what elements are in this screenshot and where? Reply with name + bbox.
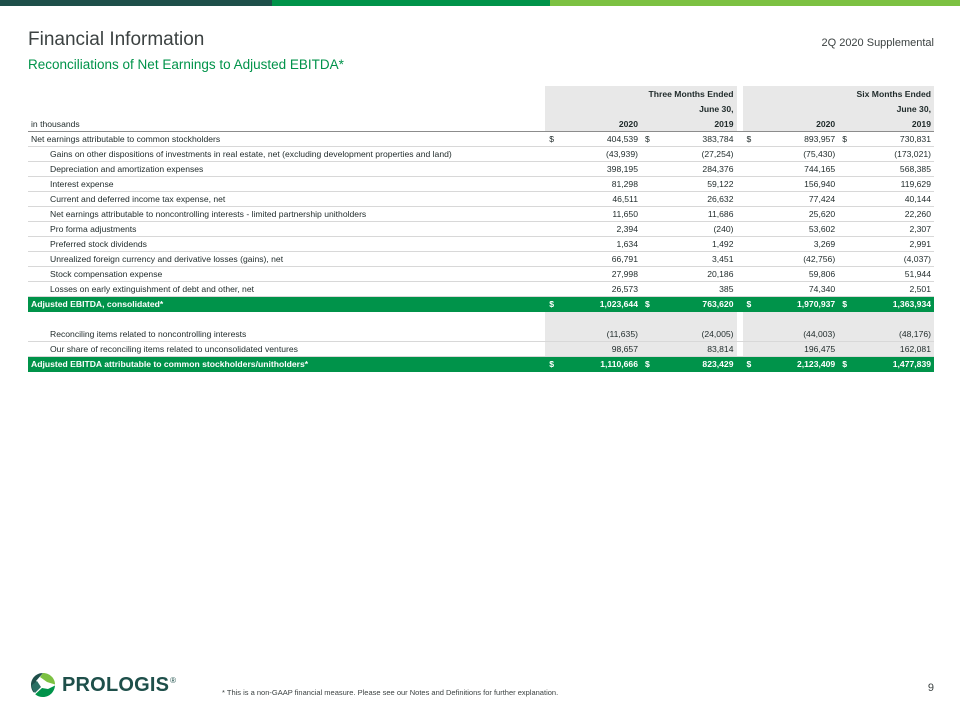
period-header-row: [28, 87, 934, 102]
value-cell: 1,110,666: [561, 357, 641, 372]
page-title: Financial Information: [28, 29, 205, 50]
row-label: Interest expense: [28, 177, 539, 192]
value-cell: 2,991: [854, 237, 934, 252]
value-cell: 1,634: [561, 237, 641, 252]
year-header: 2019: [641, 117, 737, 132]
period-subheader-row: [28, 102, 934, 117]
currency-symbol: $: [743, 357, 759, 372]
value-cell: 77,424: [758, 192, 838, 207]
value-cell: 3,269: [758, 237, 838, 252]
spacer-row: [28, 312, 934, 327]
top-bar-segment-light-green: [550, 0, 960, 6]
table-row-depreciation: [28, 162, 934, 177]
value-cell: 2,123,409: [758, 357, 838, 372]
value-cell: 25,620: [758, 207, 838, 222]
row-label: Preferred stock dividends: [28, 237, 539, 252]
value-cell: 568,385: [854, 162, 934, 177]
value-cell: 156,940: [758, 177, 838, 192]
currency-symbol: $: [743, 132, 759, 147]
table-row-income-tax: [28, 192, 934, 207]
value-cell: 26,632: [657, 192, 737, 207]
value-cell: 66,791: [561, 252, 641, 267]
year-header-row: [28, 117, 934, 132]
value-cell: 81,298: [561, 177, 641, 192]
period-subheader-six-months: June 30,: [743, 102, 935, 117]
currency-symbol: $: [641, 357, 657, 372]
table-row-pro-forma: [28, 222, 934, 237]
table-row-stock-comp: [28, 267, 934, 282]
value-cell: 119,629: [854, 177, 934, 192]
page-subtitle: Reconciliations of Net Earnings to Adjusted EBITDA*: [28, 57, 344, 72]
page-number: 9: [927, 682, 934, 694]
row-label: Net earnings attributable to common stockholders: [28, 132, 539, 147]
value-cell: (48,176): [854, 327, 934, 342]
value-cell: 2,501: [854, 282, 934, 297]
row-label: Gains on other dispositions of investments in real estate, net (excluding development properties and land): [28, 147, 539, 162]
table-row-recon-uv: [28, 342, 934, 357]
value-cell: 284,376: [657, 162, 737, 177]
table-row-gains: [28, 147, 934, 162]
currency-symbol: $: [838, 357, 854, 372]
value-cell: 730,831: [854, 132, 934, 147]
value-cell: 2,394: [561, 222, 641, 237]
value-cell: (240): [657, 222, 737, 237]
value-cell: (27,254): [657, 147, 737, 162]
table-row-adjusted-ebitda-common-total: [28, 357, 934, 372]
units-label: in thousands: [28, 117, 539, 132]
value-cell: 398,195: [561, 162, 641, 177]
table-row-unrealized: [28, 252, 934, 267]
value-cell: 53,602: [758, 222, 838, 237]
currency-symbol: $: [838, 132, 854, 147]
row-label: Depreciation and amortization expenses: [28, 162, 539, 177]
value-cell: 1,970,937: [758, 297, 838, 312]
value-cell: 83,814: [657, 342, 737, 357]
value-cell: 22,260: [854, 207, 934, 222]
row-label: Adjusted EBITDA, consolidated*: [28, 297, 539, 312]
registered-mark: ®: [170, 676, 177, 685]
value-cell: (43,939): [561, 147, 641, 162]
value-cell: 383,784: [657, 132, 737, 147]
value-cell: 11,686: [657, 207, 737, 222]
currency-symbol: $: [743, 297, 759, 312]
currency-symbol: $: [641, 297, 657, 312]
row-label: Net earnings attributable to noncontrolling interests - limited partnership unitholders: [28, 207, 539, 222]
value-cell: 46,511: [561, 192, 641, 207]
row-label: Stock compensation expense: [28, 267, 539, 282]
value-cell: 162,081: [854, 342, 934, 357]
value-cell: 20,186: [657, 267, 737, 282]
period-header-three-months: Three Months Ended: [545, 87, 736, 102]
currency-symbol: $: [545, 297, 561, 312]
year-header: 2020: [545, 117, 641, 132]
value-cell: 26,573: [561, 282, 641, 297]
value-cell: 51,944: [854, 267, 934, 282]
value-cell: 893,957: [758, 132, 838, 147]
period-header-six-months: Six Months Ended: [743, 87, 935, 102]
value-cell: 1,477,839: [854, 357, 934, 372]
table-row-adjusted-ebitda-total: [28, 297, 934, 312]
value-cell: 763,620: [657, 297, 737, 312]
table-row-interest: [28, 177, 934, 192]
value-cell: (42,756): [758, 252, 838, 267]
reconciliation-table: [28, 86, 934, 372]
value-cell: 98,657: [561, 342, 641, 357]
row-label: Unrealized foreign currency and derivative losses (gains), net: [28, 252, 539, 267]
period-subheader-three-months: June 30,: [545, 102, 736, 117]
value-cell: (4,037): [854, 252, 934, 267]
currency-symbol: $: [545, 132, 561, 147]
table-row-nci-lp: [28, 207, 934, 222]
currency-symbol: $: [545, 357, 561, 372]
value-cell: (75,430): [758, 147, 838, 162]
currency-symbol: $: [838, 297, 854, 312]
year-header: 2019: [838, 117, 934, 132]
footnote: * This is a non-GAAP financial measure. Please see our Notes and Definitions for further explanation.: [222, 688, 559, 697]
row-label: Adjusted EBITDA attributable to common stockholders/unitholders*: [28, 357, 539, 372]
value-cell: 196,475: [758, 342, 838, 357]
table-row-recon-nci: [28, 327, 934, 342]
table-row-net-earnings: [28, 132, 934, 147]
value-cell: 11,650: [561, 207, 641, 222]
value-cell: 2,307: [854, 222, 934, 237]
value-cell: (11,635): [561, 327, 641, 342]
value-cell: 404,539: [561, 132, 641, 147]
year-header: 2020: [743, 117, 839, 132]
value-cell: 59,122: [657, 177, 737, 192]
table-row-debt-loss: [28, 282, 934, 297]
value-cell: (173,021): [854, 147, 934, 162]
value-cell: (24,005): [657, 327, 737, 342]
row-label: Our share of reconciling items related to unconsolidated ventures: [28, 342, 539, 357]
row-label: Losses on early extinguishment of debt and other, net: [28, 282, 539, 297]
prologis-globe-logo-icon: [30, 672, 56, 698]
value-cell: 385: [657, 282, 737, 297]
value-cell: 27,998: [561, 267, 641, 282]
top-bar-segment-green: [272, 0, 550, 6]
top-bar-segment-teal: [0, 0, 272, 6]
prologis-logo: [30, 672, 176, 698]
value-cell: 59,806: [758, 267, 838, 282]
value-cell: 3,451: [657, 252, 737, 267]
value-cell: 1,492: [657, 237, 737, 252]
value-cell: 1,363,934: [854, 297, 934, 312]
value-cell: 40,144: [854, 192, 934, 207]
value-cell: 744,165: [758, 162, 838, 177]
top-color-bar: [0, 0, 960, 6]
logo-wordmark: PROLOGIS: [62, 673, 170, 696]
row-label: Reconciling items related to noncontrolling interests: [28, 327, 539, 342]
row-label: Pro forma adjustments: [28, 222, 539, 237]
currency-symbol: $: [641, 132, 657, 147]
row-label: Current and deferred income tax expense, net: [28, 192, 539, 207]
report-label: 2Q 2020 Supplemental: [821, 37, 934, 49]
value-cell: 1,023,644: [561, 297, 641, 312]
value-cell: (44,003): [758, 327, 838, 342]
table-row-preferred: [28, 237, 934, 252]
value-cell: 74,340: [758, 282, 838, 297]
value-cell: 823,429: [657, 357, 737, 372]
